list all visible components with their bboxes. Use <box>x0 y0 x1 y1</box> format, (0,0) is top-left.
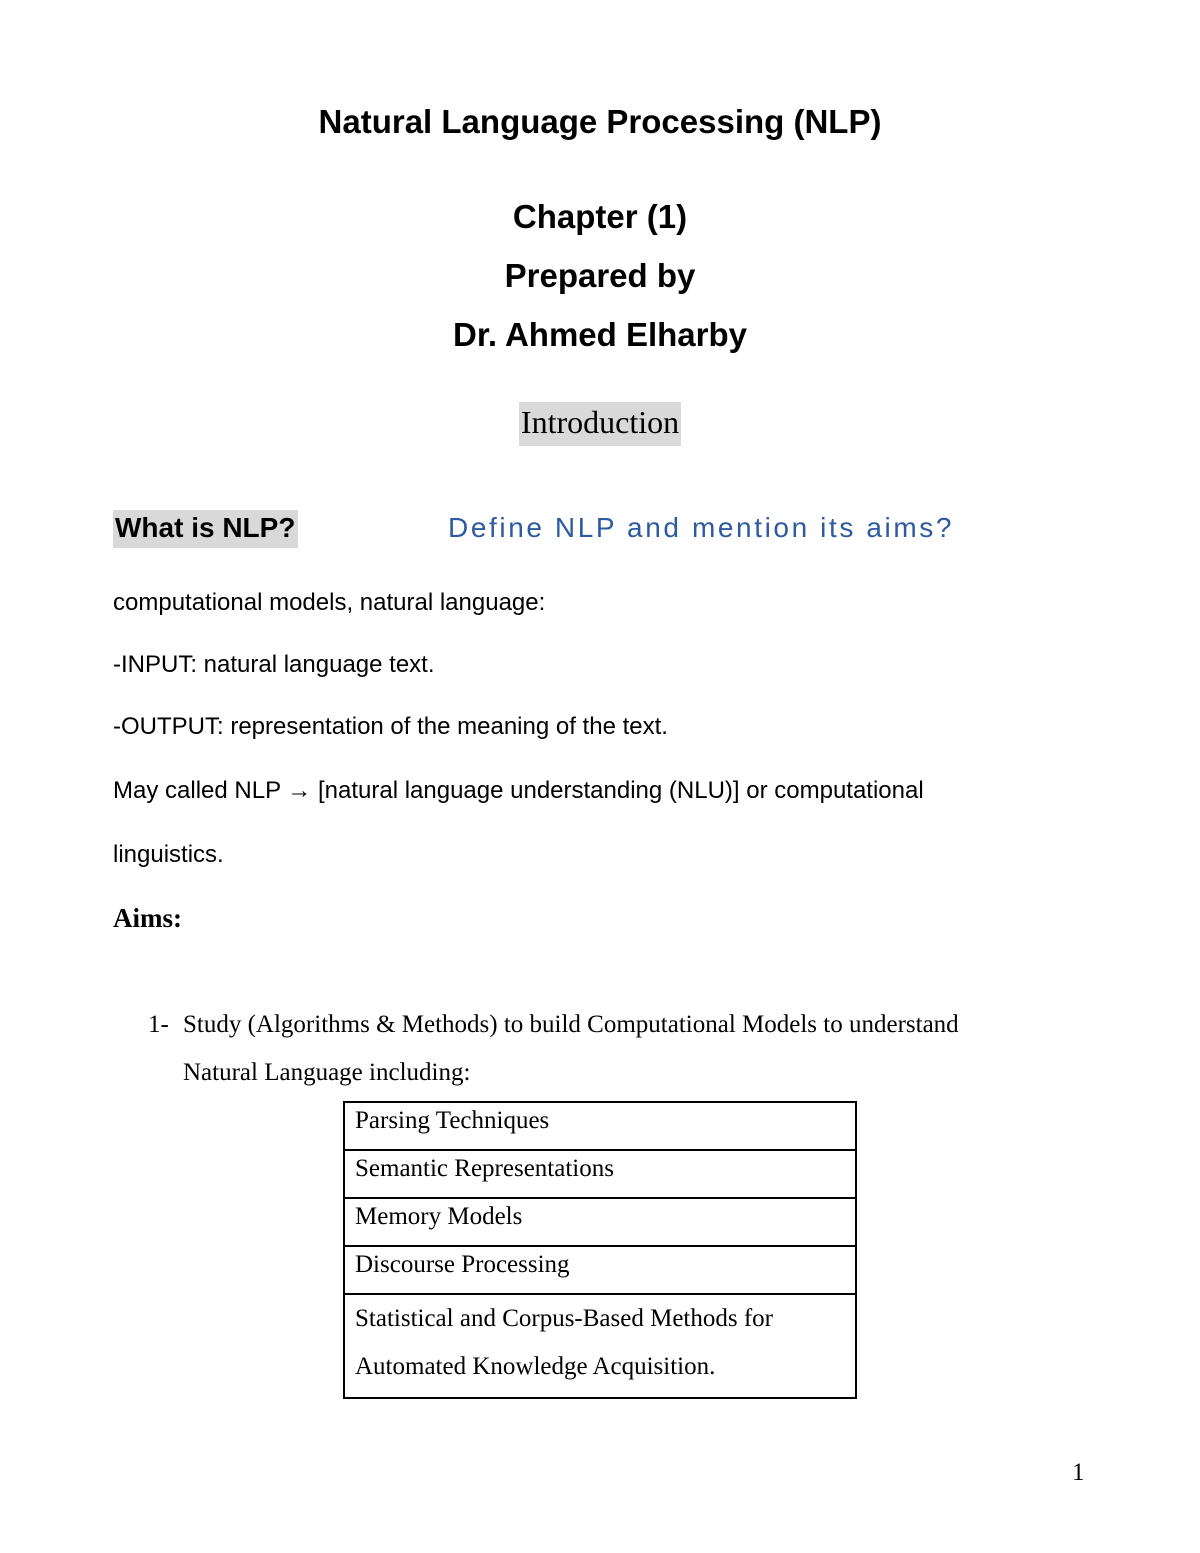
section-heading: Introduction <box>519 402 681 446</box>
aims-heading: Aims: <box>113 903 182 933</box>
list-item-number: 1- <box>148 1011 169 1038</box>
page-number: 1 <box>1072 1459 1085 1486</box>
table-cell: Parsing Techniques <box>344 1102 856 1150</box>
topics-table <box>343 1101 857 1399</box>
table-cell: Discourse Processing <box>344 1246 856 1294</box>
body-line: May called NLP → [natural language understanding (NLU)] or computational <box>113 777 924 804</box>
table-cell: Memory Models <box>344 1198 856 1246</box>
prepared-by-label: Prepared by <box>504 257 696 294</box>
table-row <box>344 1102 856 1150</box>
table-row <box>344 1294 856 1398</box>
body-line: -INPUT: natural language text. <box>113 651 435 678</box>
table-row <box>344 1198 856 1246</box>
question-label: What is NLP? <box>113 510 298 548</box>
body-line: computational models, natural language: <box>113 589 546 616</box>
body-line: -OUTPUT: representation of the meaning of the text. <box>113 713 668 740</box>
table-row <box>344 1150 856 1198</box>
document-title: Natural Language Processing (NLP) <box>318 103 882 140</box>
table-cell: Semantic Representations <box>344 1150 856 1198</box>
list-item-text-continued: Natural Language including: <box>183 1059 471 1086</box>
list-item-text: Study (Algorithms & Methods) to build Computational Models to understand <box>183 1011 959 1038</box>
author-name: Dr. Ahmed Elharby <box>452 316 748 353</box>
section-heading-wrap <box>0 402 1200 446</box>
table-row <box>344 1246 856 1294</box>
chapter-heading: Chapter (1) <box>512 198 688 235</box>
body-line: linguistics. <box>113 841 224 868</box>
table-cell: Statistical and Corpus-Based Methods for Automated Knowledge Acquisition. <box>344 1294 856 1398</box>
question-prompt: Define NLP and mention its aims? <box>448 512 955 543</box>
